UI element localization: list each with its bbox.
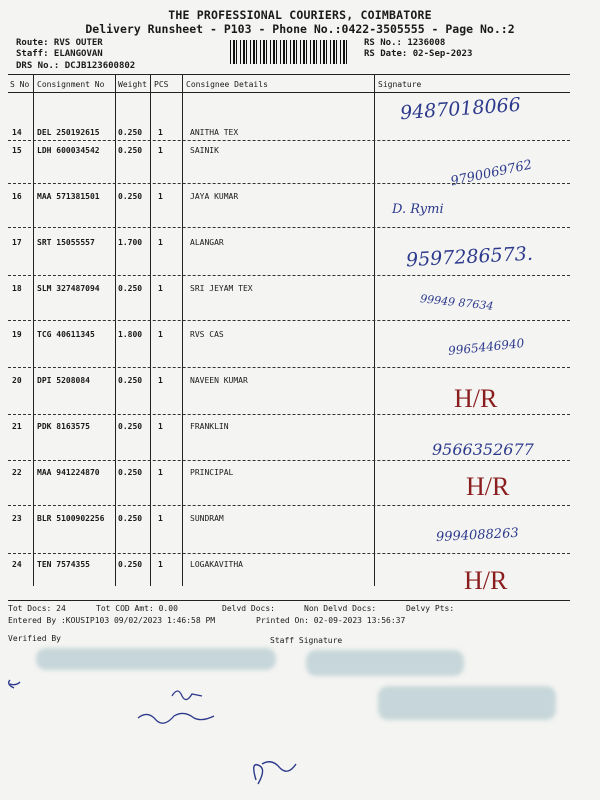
barcode bbox=[230, 40, 348, 64]
col-header-consignee: Consignee Details bbox=[186, 80, 268, 89]
column-divider bbox=[150, 74, 151, 586]
delivered-docs: Delvd Docs: bbox=[222, 604, 275, 613]
row-consignee: ALANGAR bbox=[190, 238, 224, 247]
row-pcs: 1 bbox=[158, 468, 163, 477]
row-signature: D. Rymi bbox=[392, 202, 444, 217]
row-consignee: SAINIK bbox=[190, 146, 219, 155]
col-header-pcs: PCS bbox=[154, 80, 169, 89]
row-pcs: 1 bbox=[158, 560, 163, 569]
row-divider bbox=[8, 227, 570, 228]
row-pcs: 1 bbox=[158, 192, 163, 201]
row-sno: 15 bbox=[12, 146, 22, 155]
redacted-staff-signature bbox=[306, 650, 464, 676]
row-divider bbox=[8, 505, 570, 506]
col-header-weight: Weight bbox=[118, 80, 147, 89]
row-sno: 24 bbox=[12, 560, 22, 569]
row-consignee: ANITHA TEX bbox=[190, 128, 239, 137]
row-consignee: SRI JEYAM TEX bbox=[190, 284, 253, 293]
row-weight: 0.250 bbox=[118, 514, 143, 523]
row-pcs: 1 bbox=[158, 514, 163, 523]
footer-rule bbox=[8, 600, 570, 601]
row-pcs: 1 bbox=[158, 376, 163, 385]
row-divider bbox=[8, 275, 570, 276]
row-pcs: 1 bbox=[158, 330, 163, 339]
row-signature: 9597286573. bbox=[405, 242, 534, 272]
rs-number: RS No.: 1236008 bbox=[364, 38, 446, 48]
row-pcs: 1 bbox=[158, 422, 163, 431]
row-consignment-no: BLR 5100902256 bbox=[37, 514, 105, 523]
row-consignment-no: TEN 7574355 bbox=[37, 560, 90, 569]
row-consignee: NAVEEN KUMAR bbox=[190, 376, 248, 385]
row-divider bbox=[8, 183, 570, 184]
row-consignment-no: SRT 15055557 bbox=[37, 238, 95, 247]
column-divider bbox=[33, 74, 34, 586]
row-pcs: 1 bbox=[158, 128, 163, 137]
row-weight: 0.250 bbox=[118, 376, 143, 385]
row-sno: 18 bbox=[12, 284, 22, 293]
printed-on: Printed On: 02-09-2023 13:56:37 bbox=[256, 616, 406, 625]
row-signature: H/R bbox=[464, 566, 508, 595]
row-weight: 0.250 bbox=[118, 128, 143, 137]
table-top-rule bbox=[8, 74, 570, 75]
non-delivered-docs: Non Delvd Docs: bbox=[304, 604, 377, 613]
row-sno: 23 bbox=[12, 514, 22, 523]
row-weight: 0.250 bbox=[118, 192, 143, 201]
row-sno: 20 bbox=[12, 376, 22, 385]
row-consignee: FRANKLIN bbox=[190, 422, 229, 431]
row-pcs: 1 bbox=[158, 146, 163, 155]
row-sno: 19 bbox=[12, 330, 22, 339]
rs-date: RS Date: 02-Sep-2023 bbox=[364, 49, 473, 59]
company-title: THE PROFESSIONAL COURIERS, COIMBATORE bbox=[168, 8, 432, 22]
row-weight: 0.250 bbox=[118, 560, 143, 569]
runsheet-subtitle: Delivery Runsheet - P103 - Phone No.:0422-3505555 - Page No.:2 bbox=[85, 22, 515, 36]
row-weight: 1.700 bbox=[118, 238, 143, 247]
row-pcs: 1 bbox=[158, 284, 163, 293]
row-consignee: RVS CAS bbox=[190, 330, 224, 339]
row-sno: 16 bbox=[12, 192, 22, 201]
row-consignee: JAYA KUMAR bbox=[190, 192, 239, 201]
verified-by-label: Verified By bbox=[8, 634, 61, 643]
col-header-signature: Signature bbox=[378, 80, 422, 89]
row-divider bbox=[8, 553, 570, 554]
column-divider bbox=[182, 74, 183, 586]
total-docs: Tot Docs: 24 bbox=[8, 604, 66, 613]
row-divider bbox=[8, 414, 570, 415]
row-consignment-no: DEL 250192615 bbox=[37, 128, 100, 137]
row-sno: 21 bbox=[12, 422, 22, 431]
entered-by: Entered By :KOUSIP103 09/02/2023 1:46:58 PM bbox=[8, 616, 216, 625]
row-sno: 17 bbox=[12, 238, 22, 247]
row-consignment-no: MAA 571381501 bbox=[37, 192, 100, 201]
row-consignment-no: LDH 600034542 bbox=[37, 146, 100, 155]
row-divider bbox=[8, 460, 570, 461]
row-consignment-no: PDK 8163575 bbox=[37, 422, 90, 431]
row-consignee: LOGAKAVITHA bbox=[190, 560, 243, 569]
row-consignment-no: SLM 327487094 bbox=[37, 284, 100, 293]
row-consignee: SUNDRAM bbox=[190, 514, 224, 523]
staff-label: Staff: ELANGOVAN bbox=[16, 49, 103, 59]
row-signature: 9566352677 bbox=[432, 440, 534, 459]
total-cod-amount: Tot COD Amt: 0.00 bbox=[96, 604, 178, 613]
route-label: Route: RVS OUTER bbox=[16, 38, 103, 48]
column-divider bbox=[115, 74, 116, 586]
col-header-sno: S No bbox=[10, 80, 30, 89]
row-divider bbox=[8, 320, 570, 321]
redacted-stamp bbox=[378, 686, 556, 720]
row-signature: H/R bbox=[466, 472, 510, 501]
row-weight: 0.250 bbox=[118, 284, 143, 293]
row-consignee: PRINCIPAL bbox=[190, 468, 234, 477]
row-consignment-no: MAA 941224870 bbox=[37, 468, 100, 477]
row-signature: 9790069762 bbox=[449, 157, 534, 190]
row-signature: 99949 87634 bbox=[419, 292, 494, 313]
row-signature: 9994088263 bbox=[435, 525, 520, 546]
row-pcs: 1 bbox=[158, 238, 163, 247]
row-consignment-no: TCG 40611345 bbox=[37, 330, 95, 339]
handwritten-initials bbox=[0, 660, 300, 800]
column-divider bbox=[374, 74, 375, 586]
row-weight: 0.250 bbox=[118, 422, 143, 431]
row-weight: 1.800 bbox=[118, 330, 143, 339]
staff-signature-label: Staff Signature bbox=[270, 636, 343, 645]
row-divider bbox=[8, 140, 570, 141]
row-consignment-no: DPI 5208084 bbox=[37, 376, 90, 385]
table-header-rule bbox=[8, 92, 570, 93]
row-weight: 0.250 bbox=[118, 146, 143, 155]
row-sno: 22 bbox=[12, 468, 22, 477]
delivery-points: Delvy Pts: bbox=[406, 604, 455, 613]
row-signature: H/R bbox=[454, 384, 498, 413]
drs-number: DRS No.: DCJB123600802 bbox=[16, 61, 136, 71]
row-divider bbox=[8, 367, 570, 368]
row-signature: 9965446940 bbox=[447, 336, 525, 358]
col-header-consignment: Consignment No bbox=[37, 80, 105, 89]
row-signature: 9487018066 bbox=[399, 93, 522, 125]
row-sno: 14 bbox=[12, 128, 22, 137]
row-weight: 0.250 bbox=[118, 468, 143, 477]
